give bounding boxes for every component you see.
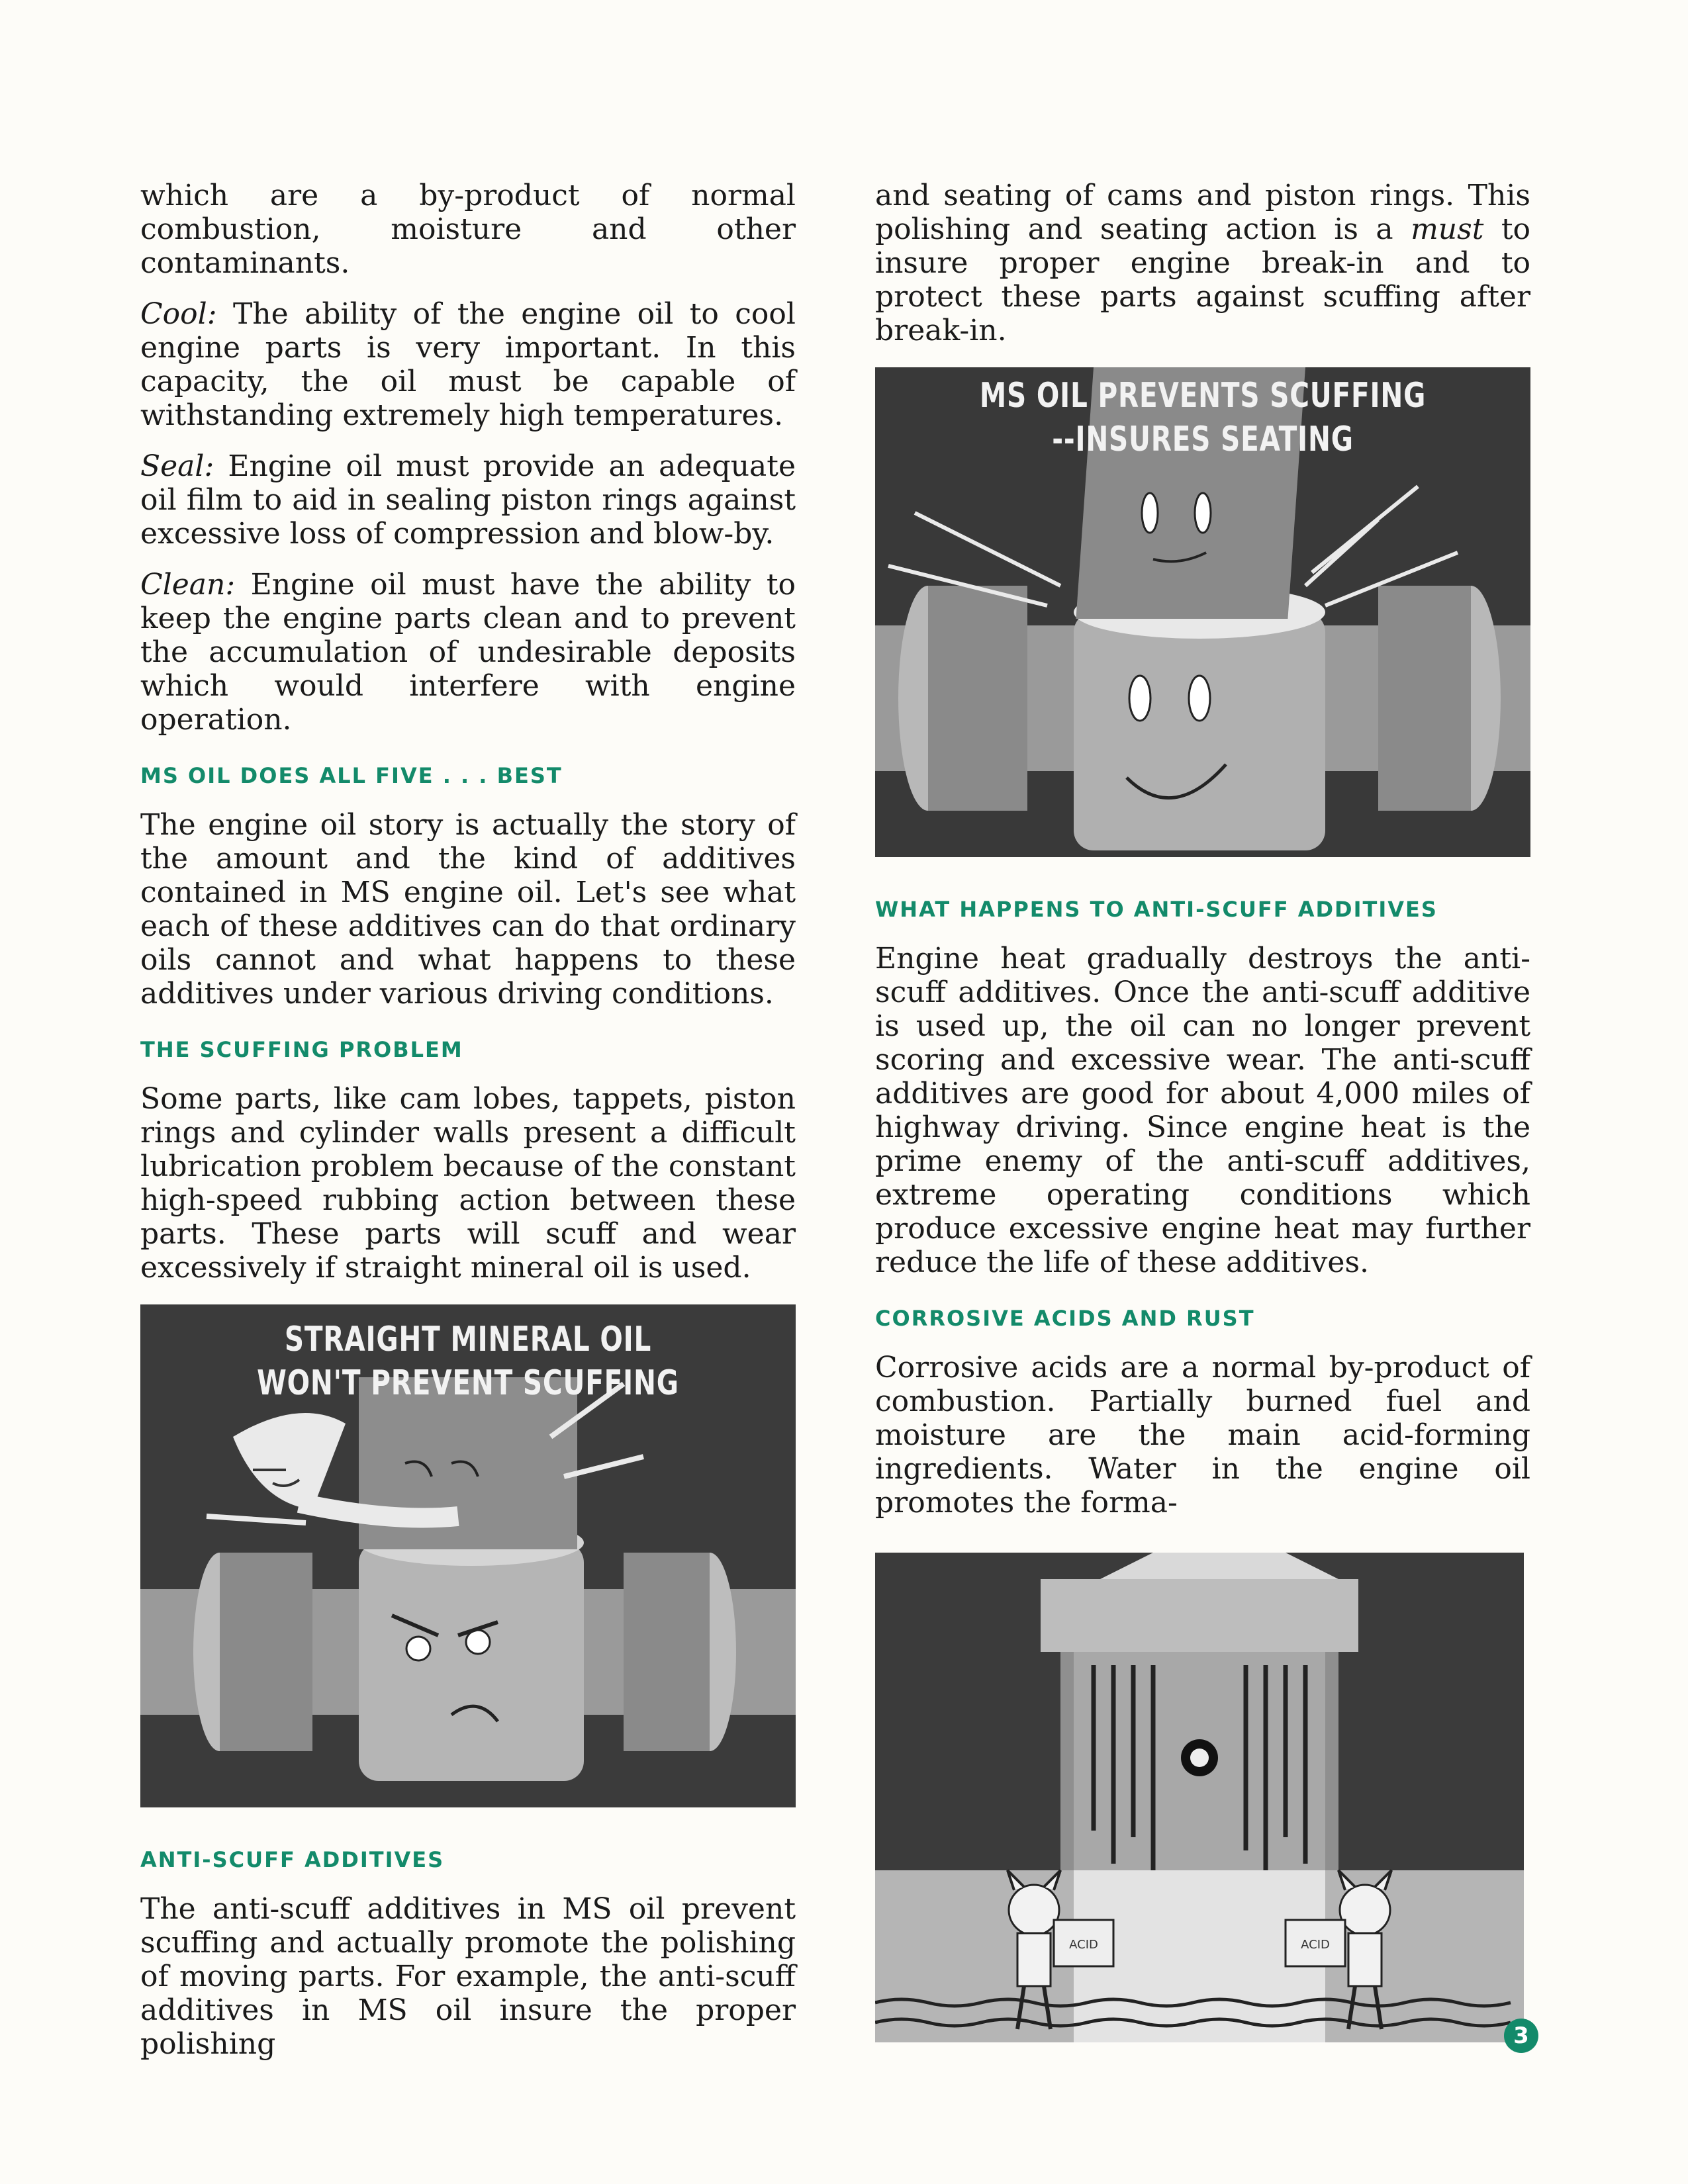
heading-anti-scuff-additives: ANTI-SCUFF ADDITIVES bbox=[140, 1847, 445, 1872]
left-column bbox=[140, 179, 796, 2078]
cool-text: The ability of the engine oil to cool engine parts is very important. In this capacity, the oil must be capable of withstanding extremely high temperatures. bbox=[140, 297, 796, 432]
figure2-caption-line1: MS OIL PREVENTS SCUFFING bbox=[979, 376, 1427, 416]
acid-cartoon bbox=[875, 1553, 1524, 2042]
acid-label-right: ACID bbox=[1301, 1938, 1330, 1952]
right-column bbox=[875, 179, 1530, 2082]
heading-ms-oil-five: MS OIL DOES ALL FIVE . . . BEST bbox=[140, 763, 563, 788]
figure1-caption-line1: STRAIGHT MINERAL OIL bbox=[284, 1320, 652, 1359]
seating-continued-paragraph bbox=[875, 179, 1530, 347]
seating-text-post: to insure proper engine break-in and to protect these parts against scuffing after break-in. bbox=[875, 212, 1530, 347]
seal-text: Engine oil must provide an adequate oil film to aid in sealing piston rings against excessive loss of compression and blow-by. bbox=[140, 449, 796, 551]
acid-cylinder-illustration bbox=[875, 1553, 1524, 2042]
acid-label-left: ACID bbox=[1069, 1938, 1098, 1952]
cool-paragraph bbox=[140, 297, 796, 432]
straight-mineral-oil-illustration bbox=[140, 1304, 796, 1807]
scuffing-paragraph: Some parts, like cam lobes, tappets, piston rings and cylinder walls present a difficult lubrication problem because of the constant high-speed rubbing action between these parts. These parts will scuff and wear excessively if straight mineral oil is used. bbox=[140, 1082, 796, 1285]
clean-text: Engine oil must have the ability to keep the engine parts clean and to prevent the accumulation of undesirable deposits which would interfere with engine operation. bbox=[140, 568, 796, 737]
ms-oil-prevents-scuffing-illustration bbox=[875, 367, 1530, 857]
heading-corrosive-acids: CORROSIVE ACIDS AND RUST bbox=[875, 1306, 1255, 1331]
figure1-caption-line2: WON'T PREVENT SCUFFING bbox=[257, 1363, 679, 1403]
intro-continued-paragraph: which are a by-product of normal combustion, moisture and other contaminants. bbox=[140, 179, 796, 280]
clean-lead: Clean: bbox=[140, 568, 236, 602]
seal-paragraph bbox=[140, 449, 796, 551]
cool-lead: Cool: bbox=[140, 297, 217, 331]
heading-scuffing-problem: THE SCUFFING PROBLEM bbox=[140, 1037, 463, 1062]
must-emphasis: must bbox=[1411, 212, 1484, 246]
clean-paragraph bbox=[140, 568, 796, 737]
page-number-badge: 3 bbox=[1504, 2019, 1538, 2053]
acids-paragraph: Corrosive acids are a normal by-product of combustion. Partially burned fuel and moisture are the main acid-forming ingredients. Water in the engine oil promotes the forma- bbox=[875, 1351, 1530, 1520]
seating-text-pre: and seating of cams and piston rings. This polishing and seating action is a bbox=[875, 179, 1530, 246]
five-paragraph: The engine oil story is actually the story of the amount and the kind of additives contained in MS engine oil. Let's see what each of these additives can do that ordinary oils cannot and what happens to these additives under various driving conditions. bbox=[140, 808, 796, 1011]
happens-paragraph: Engine heat gradually destroys the anti-scuff additives. Once the anti-scuff additive is used up, the oil can no longer prevent scoring and excessive wear. The anti-scuff additives are good for about 4,000 miles of highway driving. Since engine heat is the prime enemy of the anti-scuff additives, extreme operating conditions which produce excessive engine heat may further reduce the life of these additives. bbox=[875, 942, 1530, 1279]
heading-what-happens: WHAT HAPPENS TO ANTI-SCUFF ADDITIVES bbox=[875, 897, 1438, 922]
figure2-caption-line2: --INSURES SEATING bbox=[1052, 420, 1354, 459]
antiscuff-paragraph: The anti-scuff additives in MS oil prevent scuffing and actually promote the polishing of moving parts. For example, the anti-scuff additives in MS oil insure the proper polishing bbox=[140, 1892, 796, 2061]
seal-lead: Seal: bbox=[140, 449, 214, 483]
